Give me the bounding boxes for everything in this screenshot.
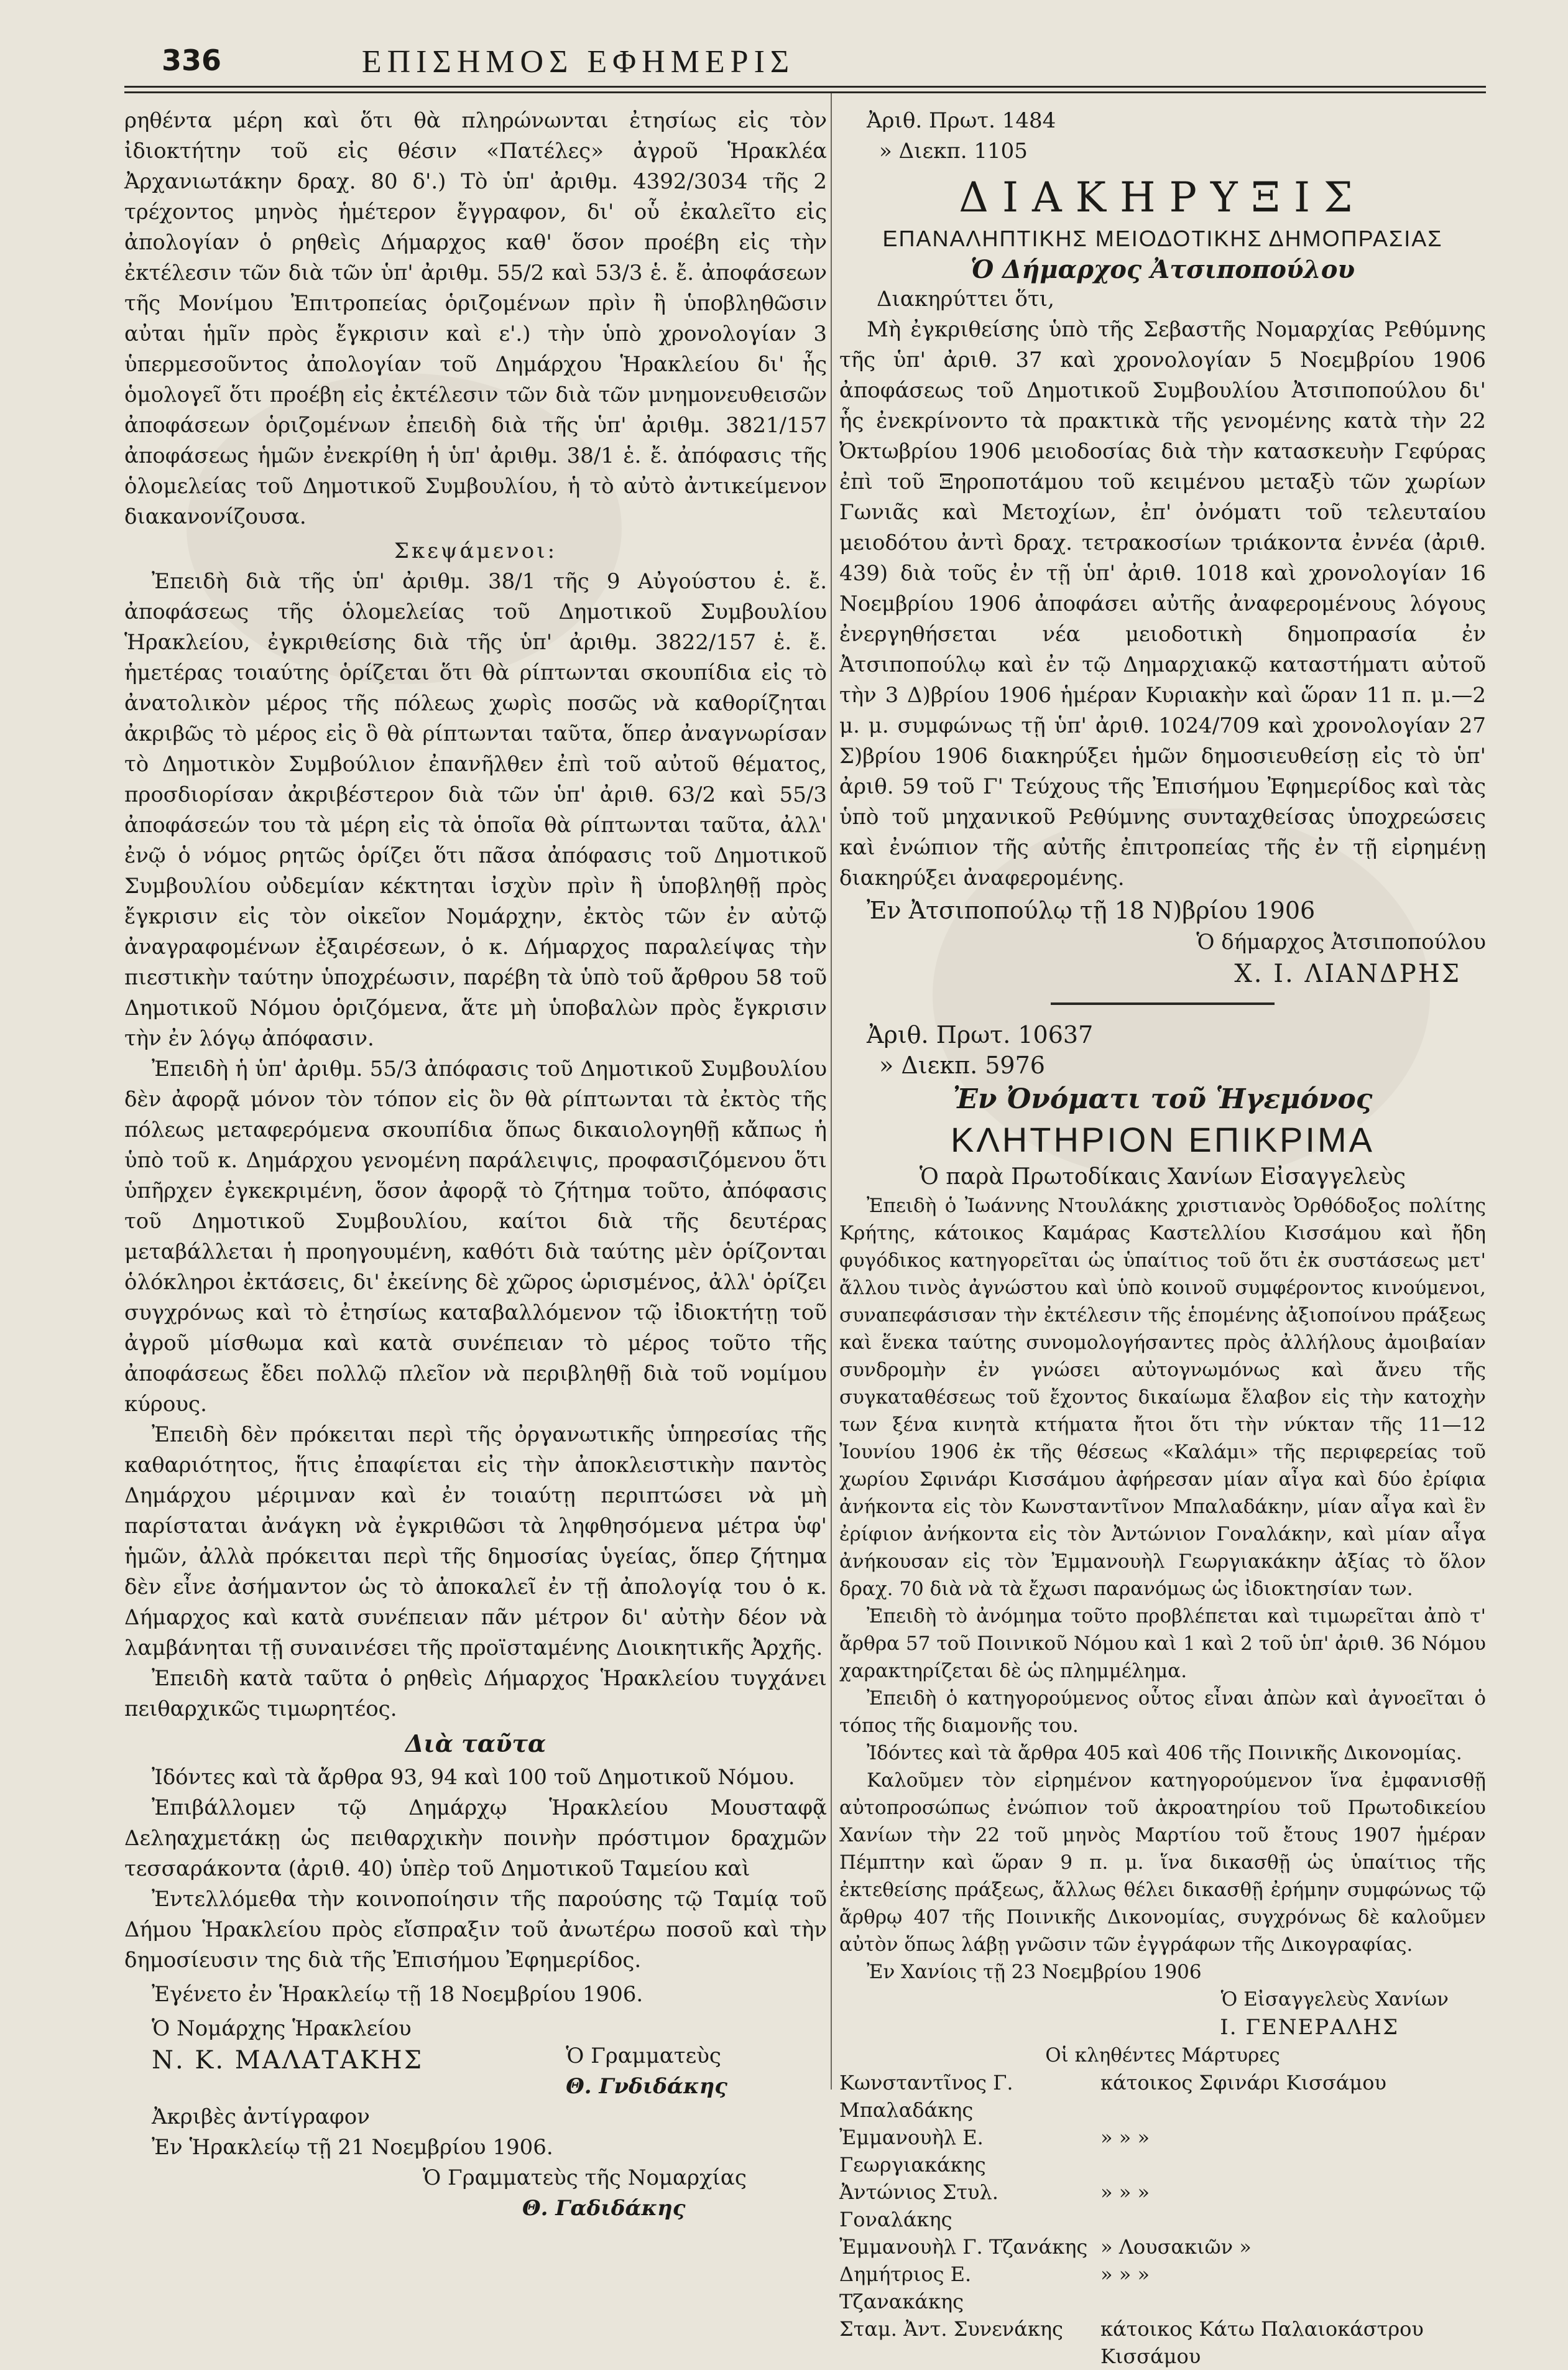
witness-place: » » » — [1100, 2126, 1150, 2149]
notice-date: Ἐν Ἀτσιποπούλῳ τῇ 18 Ν)βρίου 1906 — [867, 897, 1316, 924]
notice-signer-name: Χ. Ι. ΛΙΑΝΔΡΗΣ — [1234, 960, 1461, 988]
witness-row — [839, 2315, 1486, 2370]
paragraph: Ἰδόντες καὶ τὰ ἄρθρα 405 καὶ 406 τῆς Ποινικῆς Δικονομίας. — [867, 1742, 1462, 1764]
signatures-row — [124, 2014, 827, 2102]
intro-paragraph: ρηθέντα μέρη καὶ ὅτι θὰ πληρώνωνται ἐτησίως εἰς τὸν ἰδιοκτήτην τοῦ εἰς θέσιν «Πατέλες» ἀγροῦ Ἡρακλέα Ἀρχανιωτάκην δραχ. 80 δ'.) Τὸ ὑπ' ἀριθμ. 4392/3034 τῆς 2 τρέχοντος μηνὸς ἡμέτερον ἔγγραφον, δι' οὗ ἐκαλεῖτο εἰς ἀπολογίαν ὁ ρηθεὶς Δήμαρχος καθ' ὅσον προέβη εἰς τὴν ἐκτέλεσιν τῶν διὰ τῶν ὑπ' ἀριθμ. 55/2 καὶ 53/3 ἑ. ἔ. ἀποφάσεων τῆς Μονίμου Ἐπιτροπείας ὁριζομένων πρὶν ἢ ὑποβληθῶσιν αὐται ἡμῖν πρὸς ἔγκρισιν καὶ ε'.) τὴν ὑπὸ χρονολογίαν 3 ὑπερμεσοῦντος ἀπολογίαν τοῦ Δημάρχου Ἡρακλείου δι' ἧς ὁμολογεῖ ὅτι προέβη εἰς ἐκτέλεσιν τῶν διὰ τῶν μνημονευθεισῶν ἀποφάσεων ὁριζομένων ἐπειδὴ διὰ τῆς ὑπ' ἀριθμ. 3821/157 ἀποφάσεως ἡμῶν ἐνεκρίθη ἡ ὑπ' ἀριθμ. 38/1 ἑ. ἔ. ἀπόφασις τῆς ὁλομελείας τοῦ Δημοτικοῦ Συμβουλίου, ἡ τὸ αὐτὸ ἀντικείμενον διακανονίζουσα. — [124, 108, 827, 529]
paragraph: Ἐπειδὴ ὁ Ἰωάννης Ντουλάκης χριστιανὸς Ὀρθόδοξος πολίτης Κρήτης, κάτοικος Καμάρας Καστελλίου Κισσάμου καὶ ἤδη φυγόδικος κατηγορεῖται ὡς ὑπαίτιος τοῦ ὅτι ἐκ συστάσεως μετ' ἄλλου τινὸς ἀγνώστου καὶ ὑπὸ κοινοῦ συμφέροντος κινούμενοι, συναπεφάσισαν τὴν ἐκτέλεσιν τῆς ἑπομένης ἀξιοποίνου πράξεως καὶ ἕνεκα ταύτης συνομολογήσαντες πρὸς ἀλλήλους ἀμοιβαίαν συνδρομὴν ἐν γνώσει αὐτογνωμόνως καὶ ἄνευ τῆς συγκαταθέσεως τοῦ ἔχοντος δικαίωμα ἔλαβον εἰς τὴν κατοχὴν των ξένα κινητὰ κτήματα ἤτοι ὅτι τὴν νύκταν τῆς 11—12 Ἰουνίου 1906 ἐκ τῆς θέσεως «Καλάμι» τῆς περιφερείας τοῦ χωρίου Σφινάρι Κισσάμου ἀφήρεσαν μίαν αἶγα καὶ δύο ἐρίφια ἀνήκοντα εἰς τὸν Κωνσταντῖνον Μπαλαδάκην, μίαν αἶγα καὶ ἓν ἐρίφιον ἀνήκοντα εἰς τὸν Ἀντώνιον Γοναλάκην, καὶ μίαν αἶγα ἀνήκουσαν εἰς τὸν Ἐμμανουὴλ Γεωργιακάκην ἀξίας τὸ ὅλον δραχ. 70 διὰ νὰ τὰ ἔχωσι παρανόμως ὡς ἰδιοκτησίαν των. — [839, 1195, 1486, 1600]
proclaims-line: Διακηρύττει ὅτι, — [877, 287, 1054, 312]
decision-line: Ἰδόντες καὶ τὰ ἄρθρα 93, 94 καὶ 100 τοῦ Δημοτικοῦ Νόμου. — [152, 1765, 795, 1790]
summons-signer-name: Ι. ΓΕΝΕΡΑΛΗΣ — [1220, 2015, 1399, 2040]
witness-place: κάτοικος Σφινάρι Κισσάμου — [1100, 2071, 1386, 2095]
witness-place: κάτοικος Κάτω Παλαιοκάστρου Κισσάμου — [1100, 2317, 1424, 2368]
summons-signer-label: Ὁ Εἰσαγγελεὺς Χανίων — [1220, 1988, 1449, 2011]
summons-issuer: Ὁ παρὰ Πρωτοδίκαις Χανίων Εἰσαγγελεὺς — [919, 1164, 1406, 1190]
witness-name: Ἐμμανουὴλ Γ. Τζανάκης — [839, 2235, 1088, 2259]
summons-title: ΚΛΗΤΗΡΙΟΝ ΕΠΙΚΡΙΜΑ — [951, 1120, 1375, 1159]
summons-notice — [839, 1020, 1486, 2370]
decision-line: Ἐπιβάλλομεν τῷ Δημάρχῳ Ἡρακλείου Μουσταφᾷ Δεληαχμετάκῃ ὡς πειθαρχικὴν ποινὴν πρόστιμον δραχμῶν τεσσαράκοντα (ἀριθ. 40) ὑπὲρ τοῦ Δημοτικοῦ Ταμείου καὶ — [124, 1795, 827, 1881]
notice-body: Μὴ ἐγκριθείσης ὑπὸ τῆς Σεβαστῆς Νομαρχίας Ρεθύμνης τῆς ὑπ' ἀριθ. 37 καὶ χρονολογίαν 5 Νοεμβρίου 1906 ἀποφάσεως τοῦ Δημοτικοῦ Συμβουλίου Ἀτσιποπούλου δι' ἧς ἐνεκρίνοντο τὰ πρακτικὰ τῆς γενομένης κατὰ τὴν 22 Ὀκτωβρίου 1906 μειοδοσίας διὰ τὴν κατασκευὴν Γεφύρας ἐπὶ τοῦ Ξηροποτάμου τοῦ κειμένου μεταξὺ τῶν χωρίων Γωνιᾶς καὶ Μετοχίων, ἐπ' ὀνόματι τοῦ τελευταίου μειοδότου ἀντὶ δραχ. τετρακοσίων τριάκοντα ἐννέα (ἀριθ. 439) διὰ τοῦς ἐν τῇ ὑπ' ἀριθ. 1018 καὶ χρονολογίαν 16 Νοεμβρίου 1906 ἀποφάσει αὐτῆς ἀναφερομένους λόγους ἐνεργηθήσεται νέα μειοδοτικὴ δημοπρασία ἐν Ἀτσιποπούλῳ καὶ ἐν τῷ Δημαρχιακῷ καταστήματι αὐτοῦ τὴν 3 Δ)βρίου 1906 ἡμέραν Κυριακὴν καὶ ὥραν 11 π. μ.—2 μ. μ. συμφώνως τῇ ὑπ' ἀριθ. 1024/709 καὶ χρονολογίαν 27 Σ)βρίου 1906 διακηρύξει ἡμῶν δημοσιευθείσῃ εἰς τὸ ὑπ' ἀριθ. 59 τοῦ Γ' Τεύχους τῆς Ἐπισήμου Ἐφημερίδος καὶ τὰς ὑπὸ τοῦ μηχανικοῦ Ρεθύμνης συνταχθείσας ὑποχρεώσεις καὶ ἐνώπιον τῆς αὐτῆς ἐπιτροπείας τῆς ἐν τῇ εἰρημένῃ διακηρύξει ἀναφερομένης. — [839, 317, 1486, 891]
considering-heading: Σκεψάμενοι: — [394, 539, 558, 563]
paragraph: Ἐπειδὴ διὰ τῆς ὑπ' ἀριθμ. 38/1 τῆς 9 Αὐγούστου ἑ. ἔ. ἀποφάσεως τῆς ὁλομελείας τοῦ Δημοτικοῦ Συμβουλίου Ἡρακλείου, ἐγκριθείσης διὰ τῆς ὑπ' ἀριθμ. 3822/157 ἑ. ἔ. ἡμετέρας τοιαύτης ὁρίζεται ὅτι θὰ ρίπτωνται σκουπίδια εἰς τὸ ἀνατολικὸν μέρος τῆς πόλεως χωρὶς ποσῶς νὰ καθορίζηται ἀκριβῶς τὸ μέρος εἰς ὃ θὰ ρίπτωνται ταῦτα, ὅπερ ἀναγνωρίσαν τὸ Δημοτικὸν Συμβούλιον ἐπανῆλθεν ἐπὶ τοῦ αὐτοῦ θέματος, προσδιορίσαν ἀκριβέστερον διὰ τῶν ὑπ' ἀριθ. 63/2 καὶ 55/3 ἀποφάσεών του τὰ μέρη εἰς τὰ ὁποῖα θὰ ρίπτωνται ταῦτα, ἀλλ' ἐνῷ ὁ νόμος ρητῶς ὁρίζει ὅτι πᾶσα ἀπόφασις τοῦ Δημοτικοῦ Συμβουλίου οὐδεμίαν κέκτηται ἰσχὺν πρὶν ἢ ὑποβληθῇ πρὸς ἔγκρισιν εἰς τὸν οἰκεῖον Νομάρχην, ἐκτὸς τῶν ἐν αὐτῷ ἀναγραφομένων ἐξαιρέσεων, ὁ κ. Δήμαρχος παραλείψας τὴν πιεστικὴν ταύτην ὑποχρέωσιν, παρέβη τὰ ὑπὸ τοῦ ἄρθρου 58 τοῦ Δημοτικοῦ Νόμου ὁριζόμενα, ἅτε μὴ ὑποβαλὼν πρὸς ἔγκρισιν τὴν ἐν λόγῳ ἀπόφασιν. — [124, 569, 827, 1051]
paragraph: Ἐπειδὴ τὸ ἀνόμημα τοῦτο προβλέπεται καὶ τιμωρεῖται ἀπὸ τ' ἄρθρα 57 τοῦ Ποινικοῦ Νόμου καὶ 1 καὶ 2 τοῦ ὑπ' ἀριθ. 36 Νόμου χαρακτηρίζεται δὲ ὡς πλημμέλημα. — [839, 1605, 1486, 1682]
newspaper-title: ΕΠΙΣΗΜΟΣ ΕΦΗΜΕΡΙΣ — [361, 44, 795, 80]
secretary-signature — [566, 2014, 827, 2102]
paragraph: Ἐπειδὴ ὁ κατηγορούμενος οὗτος εἶναι ἀπὼν καὶ ἀγνοεῖται ὁ τόπος τῆς διαμονῆς του. — [839, 1687, 1486, 1737]
column-divider — [831, 93, 832, 2090]
prefecture-secretary-name: Θ. Γαδιδάκης — [522, 2196, 686, 2221]
decision-line: Ἐντελλόμεθα τὴν κοινοποίησιν τῆς παρούσης τῷ Ταμίᾳ τοῦ Δήμου Ἡρακλείου πρὸς εἴσπραξιν τοῦ ἀνωτέρω ποσοῦ καὶ τὴν δημοσίευσιν της διὰ τῆς Ἐπισήμου Ἐφημερίδος. — [124, 1887, 827, 1973]
notice-issuer: Ὁ Δήμαρχος Ἀτσιποπούλου — [970, 255, 1355, 284]
dispatch-number: » Διεκπ. 5976 — [879, 1052, 1045, 1079]
witness-name: Κωνσταντῖνος Γ. Μπαλαδάκης — [839, 2071, 1013, 2122]
in-name-line: Ἐν Ὀνόματι τοῦ Ἡγεμόνος — [952, 1083, 1373, 1115]
prefect-label: Ὁ Νομάρχης Ἡρακλείου — [152, 2016, 412, 2041]
section-separator — [1051, 1002, 1275, 1005]
copy-date: Ἐν Ἡρακλείῳ τῇ 21 Νοεμβρίου 1906. — [152, 2135, 553, 2160]
secretary-label: Ὁ Γραμματεὺς — [566, 2044, 721, 2068]
paragraph: Ἐπειδὴ ἡ ὑπ' ἀριθμ. 55/3 ἀπόφασις τοῦ Δημοτικοῦ Συμβουλίου δὲν ἀφορᾷ μόνον τὸν τόπον εἰς ὃν θὰ ρίπτωνται τὰ ἐκτὸς τῆς πόλεως μεταφερόμενα σκουπίδια ὅπως δικαιολογηθῇ κἄπως ἡ ὑπὸ τοῦ κ. Δημάρχου γενομένη παράλειψις, προφασιζόμενου ὅτι ὑπῆρχεν ἐγκεκριμένη, ὅσον ἀφορᾷ τὸ ζήτημα τοῦτο, ἀπόφασις τοῦ Δημοτικοῦ Συμβουλίου, καίτοι διὰ τῆς δευτέρας μεταβάλλεται ἡ προηγουμένη, καθότι διὰ ταύτης μὲν ὁρίζονται ὁλόκληροι ἐκτάσεις, δι' ἐκείνης δὲ χῶρος ὡρισμένος, ἀλλ' ὁρίζει συγχρόνως καὶ τὸ ἐτησίως καταβαλλόμενον τῷ ἰδιοκτήτῃ τοῦ ἀγροῦ μίσθωμα καὶ κατὰ συνέπειαν τὸ μέρος τοῦτο τῆς ἀποφάσεως ἔδει πολλῷ πλεῖον νὰ περιβληθῇ διὰ τοῦ νομίμου κύρους. — [124, 1057, 827, 1417]
witness-row — [839, 2178, 1486, 2233]
witnesses-heading: Οἱ κληθέντες Μάρτυρες — [1045, 2044, 1280, 2067]
prefect-name: Ν. Κ. ΜΑΛΑΤΑΚΗΣ — [152, 2046, 423, 2075]
witness-row — [839, 2124, 1486, 2178]
notice-subtitle: ΕΠΑΝΑΛΗΠΤΙΚΗΣ ΜΕΙΟΔΟΤΙΚΗΣ ΔΗΜΟΠΡΑΣΙΑΣ — [882, 226, 1443, 251]
dispatch-number: » Διεκπ. 1105 — [879, 139, 1028, 164]
protocol-number: Ἀριθ. Πρωτ. 1484 — [867, 108, 1056, 133]
summons-date: Ἐν Χανίοις τῇ 23 Νοεμβρίου 1906 — [867, 1961, 1202, 1983]
true-copy-label: Ἀκριβὲς ἀντίγραφον — [152, 2104, 370, 2129]
therefore-heading: Διὰ ταῦτα — [405, 1729, 546, 1757]
done-at: Ἐγένετο ἐν Ἡρακλείῳ τῇ 18 Νοεμβρίου 1906. — [152, 1982, 643, 2007]
page-header — [124, 37, 1467, 87]
prefecture-secretary-label: Ὁ Γραμματεὺς τῆς Νομαρχίας — [423, 2165, 747, 2190]
witness-list — [839, 2069, 1486, 2370]
paragraph: Ἐπειδὴ δὲν πρόκειται περὶ τῆς ὀργανωτικῆς ὑπηρεσίας τῆς καθαριότητος, ἥτις ἐπαφίεται εἰς τὴν ἀποκλειστικὴν παντὸς Δημάρχου μέριμναν καὶ ἐν τοιαύτῃ περιπτώσει νὰ μὴ παρίσταται ἀνάγκη νὰ ἐγκριθῶσι τὰ ληφθησόμενα μέτρα ὑφ' ἡμῶν, ἀλλὰ πρόκειται περὶ τῆς δημοσίας ὑγείας, ὅπερ ζήτημα δὲν εἶνε ἀσήμαντον ὡς τὸ ἀποκαλεῖ ἐν τῇ ἀπολογίᾳ του ὁ κ. Δήμαρχος καὶ κατὰ συνέπειαν πᾶν μέτρον δι' αὐτὴν δέον νὰ λαμβάνηται τῇ συναινέσει τῆς προϊσταμένης Διοικητικῆς Ἀρχῆς. — [124, 1422, 827, 1660]
notice-title: ΔΙΑΚΗΡΥΞΙΣ — [959, 174, 1367, 221]
witness-row — [839, 2261, 1486, 2315]
header-rule — [124, 86, 1486, 93]
prefect-signature — [124, 2014, 423, 2102]
witness-place: » » » — [1100, 2180, 1150, 2204]
auction-notice — [839, 106, 1486, 1005]
witness-place: » » » — [1100, 2262, 1150, 2286]
right-column — [839, 106, 1486, 2370]
witness-place: » Λουσακιῶν » — [1100, 2235, 1252, 2259]
protocol-number: Ἀριθ. Πρωτ. 10637 — [867, 1021, 1094, 1048]
witness-name: Ἀντώνιος Στυλ. Γοναλάκης — [839, 2180, 998, 2231]
paragraph: Καλοῦμεν τὸν εἰρημένον κατηγορούμενον ἵνα ἐμφανισθῇ αὐτοπροσώπως ἐνώπιον τοῦ ἀκροατηρίου τοῦ Πρωτοδικείου Χανίων τὴν 22 τοῦ μηνὸς Μαρτίου τοῦ ἔτους 1907 ἡμέραν Πέμπτην καὶ ὥραν 9 π. μ. ἵνα δικασθῇ ὡς ὑπαίτιος τῆς ἐκτεθείσης πράξεως, ἄλλως θέλει δικασθῇ ἐρήμην συμφώνως τῷ ἄρθρῳ 407 τῆς Ποινικῆς Δικονομίας, συγχρόνως δὲ καλοῦμεν αὐτὸν ὅπως λάβῃ γνῶσιν τῶν ἐγγράφων τῆς Δικογραφίας. — [839, 1769, 1486, 1956]
secretary-name: Θ. Γνδιδάκης — [566, 2074, 727, 2099]
left-column — [124, 106, 827, 2224]
paragraph: Ἐπειδὴ κατὰ ταῦτα ὁ ρηθεὶς Δήμαρχος Ἡρακλείου τυγχάνει πειθαρχικῶς τιμωρητέος. — [124, 1666, 827, 1721]
witness-row — [839, 2069, 1486, 2124]
witness-name: Ἐμμανουὴλ Ε. Γεωργιακάκης — [839, 2126, 986, 2177]
notice-signer-label: Ὁ δήμαρχος Ἀτσιποπούλου — [1196, 930, 1486, 955]
witness-row — [839, 2233, 1486, 2261]
witness-name: Σταμ. Ἀντ. Συνενάκης — [839, 2317, 1063, 2341]
witness-name: Δημήτριος Ε. Τζανακάκης — [839, 2262, 972, 2313]
page-number: 336 — [162, 44, 222, 77]
